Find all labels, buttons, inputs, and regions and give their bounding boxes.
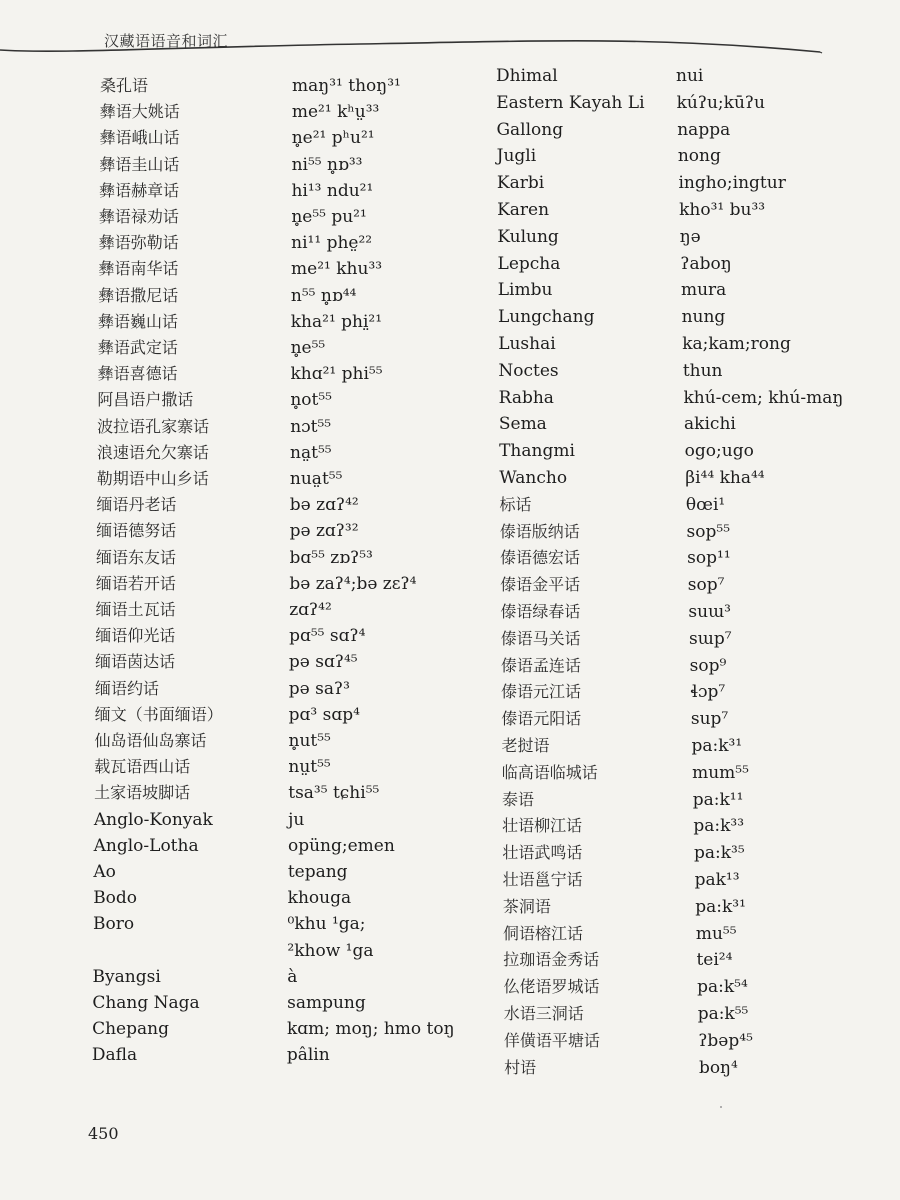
running-header: 汉藏语语音和词汇 bbox=[104, 32, 229, 50]
left-form-entry: ni⁵⁵ n̥ɒ³³ bbox=[291, 154, 363, 175]
right-form-entry: pa:k³¹ bbox=[695, 896, 746, 917]
left-language-entry: 彝语喜德话 bbox=[97, 364, 178, 384]
left-language-entry: 彝语峨山话 bbox=[99, 128, 180, 148]
right-form-entry: sop¹¹ bbox=[687, 548, 731, 569]
left-language-entry: Byangsi bbox=[92, 966, 161, 987]
left-form-entry: me²¹ khu³³ bbox=[291, 259, 383, 280]
right-form-entry: nung bbox=[681, 307, 726, 328]
right-form-entry: pak¹³ bbox=[694, 870, 740, 890]
right-form-entry: khú-cem; khú-maŋ bbox=[683, 387, 844, 408]
right-form-entry: ʔaboŋ bbox=[680, 253, 732, 274]
right-form-entry: pa:k³¹ bbox=[691, 736, 743, 756]
right-form-entry: sop⁵⁵ bbox=[686, 521, 731, 542]
right-form-entry: pa:k⁵⁴ bbox=[697, 977, 748, 998]
right-language-entry: 壮语武鸣话 bbox=[502, 843, 583, 863]
left-language-entry: 彝语南华话 bbox=[98, 259, 179, 279]
right-language-entry: 侗语榕江话 bbox=[503, 923, 584, 943]
right-language-entry: 仫佬语罗城话 bbox=[503, 977, 600, 997]
left-form-entry: n̥e⁵⁵ bbox=[290, 338, 326, 358]
left-language-entry: 缅语仰光话 bbox=[95, 626, 176, 646]
left-language-entry: 彝语巍山话 bbox=[98, 311, 179, 331]
left-form-entry: ju bbox=[288, 809, 305, 830]
right-language-entry: 傣语金平话 bbox=[500, 575, 581, 595]
right-language-entry: 村语 bbox=[504, 1057, 537, 1077]
right-form-entry: βi⁴⁴ kha⁴⁴ bbox=[685, 468, 765, 488]
left-language-entry: Anglo-Konyak bbox=[93, 809, 213, 830]
right-language-entry: 佯僙语平塘话 bbox=[503, 1030, 600, 1050]
left-form-entry: na̤t⁵⁵ bbox=[290, 442, 332, 463]
left-form-entry: hi¹³ ndu²¹ bbox=[291, 180, 374, 201]
left-form-entry: kha²¹ phi̤²¹ bbox=[290, 311, 383, 332]
right-language-entry: 茶洞语 bbox=[502, 896, 551, 916]
right-language-entry: 傣语孟连话 bbox=[500, 655, 581, 675]
right-language-entry: Sema bbox=[498, 414, 547, 435]
left-language-entry: 缅文（书面缅语） bbox=[94, 704, 223, 724]
right-form-entry: pa:k³³ bbox=[693, 816, 745, 837]
right-language-entry: 标话 bbox=[499, 494, 532, 514]
right-language-entry: Karbi bbox=[496, 173, 545, 194]
left-language-entry: 载瓦语西山话 bbox=[94, 757, 191, 777]
right-form-entry: ɬɔp⁷ bbox=[690, 682, 726, 703]
right-form-entry: θœi¹ bbox=[685, 494, 726, 515]
left-form-entry: à bbox=[287, 966, 298, 987]
right-form-entry: akichi bbox=[684, 414, 736, 435]
right-language-entry: 傣语元阳话 bbox=[501, 709, 582, 729]
left-language-entry: 仙岛语仙岛寨话 bbox=[94, 731, 207, 750]
right-form-entry: ʔbəp⁴⁵ bbox=[698, 1030, 753, 1051]
left-form-entry: bɑ⁵⁵ zɒʔ⁵³ bbox=[289, 547, 373, 568]
right-language-entry: Lepcha bbox=[497, 253, 561, 274]
right-language-entry: Limbu bbox=[497, 280, 553, 301]
left-language-entry: 彝语弥勒话 bbox=[98, 233, 179, 253]
right-language-entry: 傣语马关话 bbox=[500, 628, 581, 648]
left-form-entry: bə zɑʔ⁴² bbox=[289, 495, 359, 516]
right-form-entry: thun bbox=[682, 360, 723, 381]
right-form-entry: mura bbox=[680, 280, 727, 301]
left-language-entry: 缅语东友话 bbox=[96, 547, 177, 567]
left-language-entry: 缅语约话 bbox=[94, 678, 159, 698]
left-form-entry: pə sɑʔ⁴⁵ bbox=[288, 652, 358, 673]
left-language-entry: Chang Naga bbox=[92, 993, 200, 1013]
left-form-entry: pə zɑʔ³² bbox=[289, 521, 359, 542]
left-form-entry: n̥ot⁵⁵ bbox=[290, 390, 332, 411]
left-language-entry: Dafla bbox=[91, 1045, 138, 1066]
left-form-entry: me²¹ kʰṳ³³ bbox=[291, 102, 380, 123]
right-language-entry: 傣语德宏话 bbox=[499, 548, 580, 568]
left-language-entry: 彝语圭山话 bbox=[99, 154, 180, 174]
scan-speck bbox=[720, 1106, 722, 1108]
left-form-entry: khɑ²¹ phi⁵⁵ bbox=[290, 364, 383, 385]
right-language-entry: Noctes bbox=[498, 360, 559, 381]
left-form-entry: nɔt⁵⁵ bbox=[290, 416, 332, 437]
left-form-entry: n̥ut⁵⁵ bbox=[288, 731, 331, 751]
right-language-entry: 临高语临城话 bbox=[501, 762, 598, 782]
right-form-entry: nui bbox=[676, 66, 704, 86]
left-form-entry: n̥e⁵⁵ pu²¹ bbox=[291, 207, 367, 227]
right-form-entry: ogo;ugo bbox=[684, 441, 754, 462]
right-language-entry: 傣语版纳话 bbox=[499, 521, 580, 541]
left-language-entry: 彝语撒尼话 bbox=[98, 285, 179, 305]
right-language-entry: 傣语绿春话 bbox=[500, 602, 581, 621]
right-form-entry: ŋə bbox=[679, 226, 701, 247]
left-form-entry: sampung bbox=[287, 993, 366, 1013]
left-form-entry: tsa³⁵ tɕhi⁵⁵ bbox=[288, 783, 380, 804]
left-language-entry: Anglo-Lotha bbox=[93, 835, 199, 856]
left-language-entry: Chepang bbox=[92, 1019, 169, 1040]
right-language-entry: 拉珈语金秀话 bbox=[503, 950, 600, 970]
right-language-entry: Gallong bbox=[496, 119, 564, 140]
right-language-entry: 壮语柳江话 bbox=[502, 816, 583, 836]
left-form-entry: ⁰khu ¹ga; bbox=[287, 914, 366, 935]
right-language-entry: Eastern Kayah Li bbox=[496, 92, 645, 113]
left-form-entry: nua̤t⁵⁵ bbox=[289, 469, 343, 489]
right-language-entry: Rabha bbox=[498, 387, 554, 408]
left-language-entry: 桑孔语 bbox=[100, 76, 149, 95]
left-language-entry: 浪速语允欠寨话 bbox=[96, 442, 209, 462]
right-language-entry: Karen bbox=[497, 200, 550, 220]
left-form-entry: pɑ⁵⁵ sɑʔ⁴ bbox=[289, 626, 366, 647]
right-form-entry: nong bbox=[677, 146, 721, 167]
left-form-entry: ni¹¹ phe̤²² bbox=[291, 233, 373, 254]
left-language-entry: Bodo bbox=[93, 888, 138, 909]
left-language-entry: Boro bbox=[92, 914, 135, 935]
left-language-entry: 彝语赫章话 bbox=[99, 180, 180, 200]
right-language-entry: 泰语 bbox=[501, 789, 534, 809]
right-language-entry: Dhimal bbox=[496, 66, 558, 86]
right-language-entry: Kulung bbox=[497, 226, 559, 247]
right-form-entry: sɯp⁷ bbox=[689, 628, 732, 649]
right-form-entry: pa:k¹¹ bbox=[692, 789, 744, 810]
left-form-entry: bə zaʔ⁴;bə zɛʔ⁴ bbox=[289, 573, 417, 594]
left-form-entry: pɑ³ sɑp⁴ bbox=[288, 704, 360, 725]
right-form-entry: nappa bbox=[677, 119, 731, 140]
left-form-entry: nṳt⁵⁵ bbox=[288, 757, 331, 778]
left-language-entry: 土家语坡脚话 bbox=[94, 783, 191, 803]
right-language-entry: Jugli bbox=[496, 146, 537, 167]
left-form-entry: kɑm; moŋ; hmo toŋ bbox=[286, 1019, 455, 1040]
left-form-entry: khouga bbox=[287, 888, 352, 909]
left-language-entry: Ao bbox=[93, 862, 116, 882]
left-form-entry: pə saʔ³ bbox=[288, 678, 350, 699]
right-language-entry: 水语三洞话 bbox=[503, 1004, 584, 1023]
left-language-entry: 缅语若开话 bbox=[95, 573, 176, 593]
left-language-entry: 波拉语孔家寨话 bbox=[97, 416, 210, 436]
right-language-entry: Lungchang bbox=[497, 307, 595, 328]
right-form-entry: boŋ⁴ bbox=[698, 1057, 738, 1078]
left-language-entry: 彝语大姚话 bbox=[99, 102, 180, 122]
left-language-entry: 缅语德努话 bbox=[96, 521, 177, 541]
right-form-entry: mum⁵⁵ bbox=[692, 762, 749, 783]
right-form-entry: pa:k³⁵ bbox=[693, 843, 745, 864]
left-language-entry: 缅语丹老话 bbox=[96, 495, 177, 515]
right-language-entry: 傣语元江话 bbox=[501, 682, 582, 702]
right-language-entry: Lushai bbox=[498, 334, 556, 354]
right-form-entry: kúʔu;kūʔu bbox=[676, 92, 765, 113]
left-language-entry: 彝语武定话 bbox=[97, 338, 178, 357]
right-form-entry: sop⁹ bbox=[689, 655, 727, 676]
left-form-entry: pâlin bbox=[286, 1045, 330, 1066]
left-form-entry: maŋ³¹ thoŋ³¹ bbox=[292, 76, 401, 96]
right-form-entry: ingho;ingtur bbox=[678, 173, 786, 194]
right-language-entry: 壮语邕宁话 bbox=[502, 870, 583, 889]
left-language-entry: 彝语禄劝话 bbox=[98, 207, 179, 226]
left-form-entry: opüng;emen bbox=[287, 835, 395, 856]
right-form-entry: suɯ³ bbox=[688, 602, 731, 622]
left-language-entry: 勒期语中山乡话 bbox=[96, 469, 209, 488]
left-language-entry: 阿昌语户撒话 bbox=[97, 390, 194, 410]
right-form-entry: pa:k⁵⁵ bbox=[697, 1004, 749, 1024]
right-form-entry: kho³¹ bu³³ bbox=[679, 200, 766, 220]
right-language-entry: Thangmi bbox=[499, 441, 575, 462]
left-form-entry: n⁵⁵ n̥ɒ⁴⁴ bbox=[290, 285, 357, 306]
right-form-entry: tei²⁴ bbox=[696, 950, 733, 971]
right-form-entry: sup⁷ bbox=[690, 709, 729, 730]
right-language-entry: Wancho bbox=[499, 468, 568, 488]
left-language-entry: 缅语土瓦话 bbox=[95, 600, 176, 619]
right-form-entry: sop⁷ bbox=[687, 575, 725, 596]
left-form-entry: tepang bbox=[287, 862, 348, 882]
left-form-entry: n̥e²¹ pʰu²¹ bbox=[291, 128, 375, 149]
left-form-entry: zɑʔ⁴² bbox=[289, 600, 332, 620]
right-form-entry: mu⁵⁵ bbox=[695, 923, 737, 944]
page-number: 450 bbox=[88, 1124, 119, 1143]
right-form-entry: ka;kam;rong bbox=[682, 334, 791, 354]
left-language-entry: 缅语茵达话 bbox=[95, 652, 176, 672]
left-form-entry: ²khow ¹ga bbox=[287, 940, 374, 961]
right-language-entry: 老挝语 bbox=[501, 736, 550, 755]
